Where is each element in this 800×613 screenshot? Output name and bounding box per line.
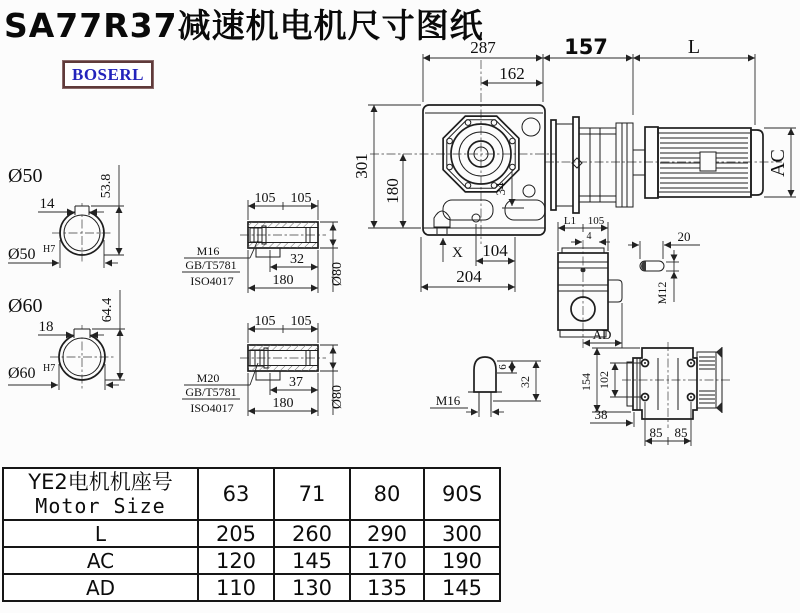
dim-20: 20: [677, 229, 691, 244]
dim-AC: AC: [767, 149, 789, 177]
dim-bore-60-tol: H7: [43, 363, 56, 374]
cell-L-90s: 300: [424, 520, 500, 547]
dim-38: 38: [594, 407, 608, 422]
key-detail: [628, 229, 700, 304]
dim-287: 287: [470, 38, 496, 57]
dim-105-a2: 105: [290, 191, 312, 206]
col-63: 63: [198, 468, 274, 520]
cell-AC-90s: 190: [424, 547, 500, 574]
dim-37: 37: [289, 375, 303, 390]
dim-301: 301: [352, 153, 371, 179]
page-title: SA77R37减速机电机尺寸图纸: [4, 6, 484, 45]
label-m16: M16: [196, 244, 220, 258]
dim-180-a: 180: [272, 273, 294, 288]
col-80: 80: [350, 468, 424, 520]
motor-nameplate: [700, 152, 716, 171]
dim-18: 18: [38, 319, 54, 335]
dim-M12: M12: [655, 281, 669, 305]
col-71: 71: [274, 468, 350, 520]
cell-AD-71: 130: [274, 574, 350, 601]
label-iso4017-b: ISO4017: [190, 401, 234, 415]
cell-L-63: 205: [198, 520, 274, 547]
dim-102: 102: [597, 371, 611, 389]
label-iso4017-a: ISO4017: [190, 274, 234, 288]
dim-od-b: Ø80: [330, 384, 345, 410]
hollow-shaft-detail-a: [182, 191, 345, 293]
shaft50-title: Ø50: [8, 165, 43, 187]
motor-size-table: [2, 467, 501, 602]
dim-32-plug: 32: [518, 376, 532, 388]
label-gbt5781-a: GB/T5781: [185, 258, 237, 272]
dim-L1: L1: [563, 215, 577, 227]
dim-180: 180: [383, 178, 402, 204]
dim-X: X: [452, 245, 463, 261]
dim-204: 204: [456, 267, 482, 286]
cell-L-71: 260: [274, 520, 350, 547]
cell-L-80: 290: [350, 520, 424, 547]
dim-64.4: 64.4: [100, 297, 115, 323]
col-90s: 90S: [424, 468, 500, 520]
dim-105-side: 105: [587, 215, 605, 227]
cell-AD-80: 135: [350, 574, 424, 601]
table-row-AC: [3, 547, 500, 574]
table-header-row: [3, 468, 500, 520]
dim-bore-60: Ø60: [8, 365, 36, 382]
shaft-section-60: [8, 290, 125, 390]
dim-L: L: [687, 36, 701, 58]
shaft60-title: Ø60: [8, 295, 43, 317]
dim-105-a1: 105: [254, 191, 276, 206]
dim-105-b2: 105: [290, 314, 312, 329]
gearbox-rear-view: [579, 342, 732, 446]
dim-bore-50: Ø50: [8, 246, 36, 263]
dim-AD: AD: [592, 327, 612, 342]
shaft-section-50: [8, 165, 124, 268]
gearbox-side-view: [558, 215, 622, 350]
dim-bore-50-tol: H7: [43, 244, 56, 255]
cell-AD-63: 110: [198, 574, 274, 601]
table-row-L: [3, 520, 500, 547]
breather-plug-detail: [430, 357, 541, 417]
dim-180-b: 180: [272, 396, 294, 411]
dim-53.8: 53.8: [99, 173, 114, 199]
dim-od-a: Ø80: [330, 261, 345, 287]
row-label-AC: AC: [3, 547, 198, 574]
cell-AC-71: 145: [274, 547, 350, 574]
boserl-logo: BOSERL: [63, 61, 153, 88]
dim-157: 157: [564, 35, 608, 59]
table-row-AD: [3, 574, 500, 601]
dim-34: 34: [493, 182, 508, 196]
cell-AD-90s: 145: [424, 574, 500, 601]
header-en: Motor Size: [35, 494, 166, 518]
motor: [645, 127, 763, 198]
table-header-motor-size: [3, 468, 198, 520]
dim-14: 14: [39, 196, 55, 212]
cell-AC-80: 170: [350, 547, 424, 574]
dim-104: 104: [482, 241, 508, 260]
dim-4: 4: [586, 231, 592, 242]
row-label-AD: AD: [3, 574, 198, 601]
dim-6: 6: [497, 364, 509, 370]
header-cn: YE2电机机座号: [28, 470, 173, 494]
cell-AC-63: 120: [198, 547, 274, 574]
dim-154: 154: [579, 373, 593, 391]
dim-M16-plug: M16: [435, 393, 461, 408]
dim-162: 162: [499, 64, 525, 83]
hollow-shaft-detail-b: [182, 314, 345, 416]
label-m20: M20: [196, 371, 220, 385]
dim-85-right: 85: [674, 425, 688, 440]
row-label-L: L: [3, 520, 198, 547]
label-gbt5781-b: GB/T5781: [185, 385, 237, 399]
dim-32: 32: [290, 252, 304, 267]
dim-85-left: 85: [649, 425, 663, 440]
dim-105-b1: 105: [254, 314, 276, 329]
